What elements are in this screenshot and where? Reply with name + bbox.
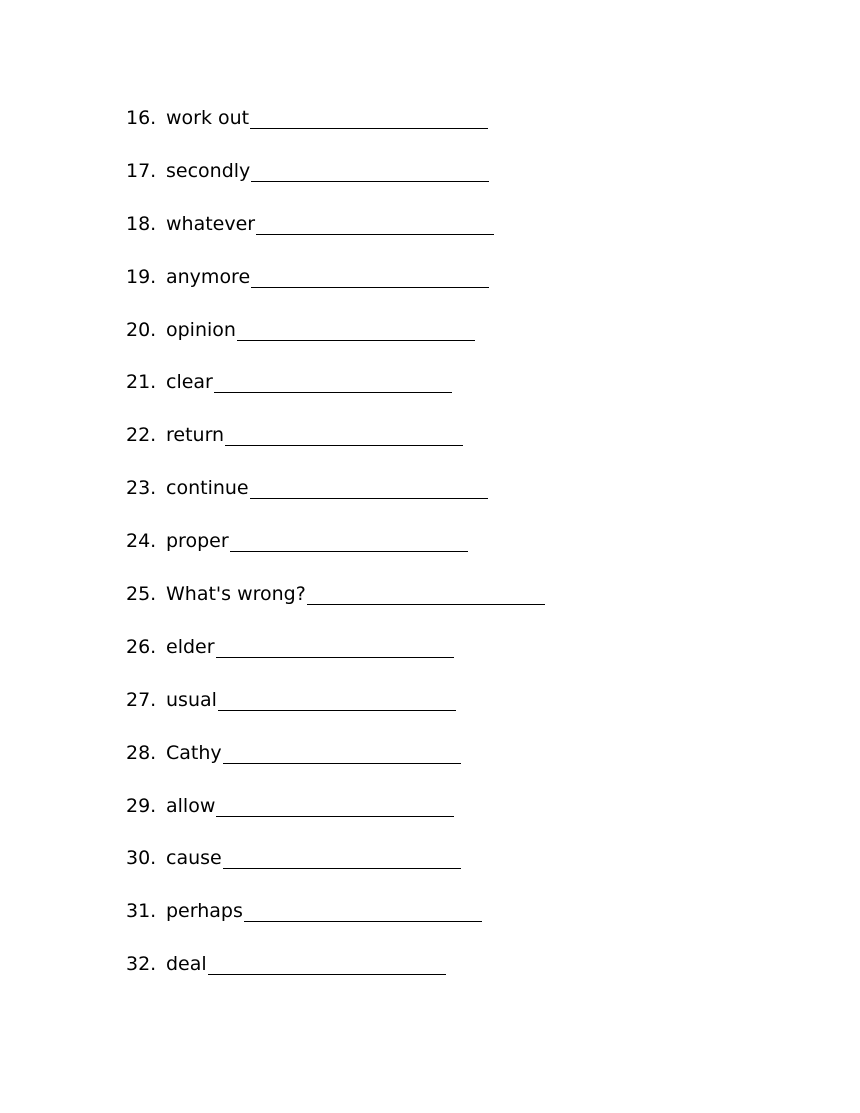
item-term: elder [166,635,215,658]
list-item [126,102,545,155]
answer-blank[interactable] [244,895,482,922]
answer-blank[interactable] [251,261,489,288]
answer-blank[interactable] [214,366,452,393]
item-term: opinion [166,318,236,341]
item-term: whatever [166,212,256,235]
item-term: Cathy [166,741,222,764]
answer-blank[interactable] [230,525,468,552]
list-item [126,261,545,314]
answer-blank[interactable] [223,842,461,869]
item-term: continue [166,477,249,500]
item-term: deal [166,953,207,976]
item-term: usual [166,688,217,711]
item-number: 28. [126,741,157,764]
answer-blank[interactable] [218,684,456,711]
answer-blank[interactable] [256,208,494,235]
item-term: allow [166,794,216,817]
item-term: work out [166,107,250,129]
item-term: perhaps [166,900,243,923]
item-term: cause [166,847,222,870]
answer-blank[interactable] [237,314,475,341]
answer-blank[interactable] [216,631,454,658]
item-number: 32. [126,953,157,976]
item-number: 23. [126,477,157,500]
vocabulary-list [126,102,545,1001]
item-number: 16. [126,107,157,129]
list-item [126,631,545,684]
answer-blank[interactable] [225,419,463,446]
item-term: secondly [166,159,251,182]
list-item [126,790,545,843]
item-number: 31. [126,900,157,923]
list-item [126,314,545,367]
item-term: proper [166,530,229,553]
item-term: return [166,424,225,447]
list-item [126,895,545,948]
item-number: 27. [126,688,157,711]
list-item [126,472,545,525]
list-item [126,684,545,737]
item-term: anymore [166,265,251,288]
item-term: clear [166,371,213,394]
item-number: 30. [126,847,157,870]
list-item [126,737,545,790]
item-number: 29. [126,794,157,817]
list-item [126,578,545,631]
list-item [126,208,545,261]
answer-blank[interactable] [307,578,545,605]
answer-blank[interactable] [223,737,461,764]
list-item [126,525,545,578]
item-number: 24. [126,530,157,553]
item-number: 19. [126,265,157,288]
item-number: 21. [126,371,157,394]
item-number: 22. [126,424,157,447]
answer-blank[interactable] [216,790,454,817]
list-item [126,948,545,1001]
item-term: What's wrong? [166,583,306,606]
answer-blank[interactable] [250,102,488,129]
list-item [126,842,545,895]
list-item [126,155,545,208]
item-number: 17. [126,159,157,182]
answer-blank[interactable] [208,948,446,975]
list-item [126,419,545,472]
item-number: 25. [126,583,157,606]
item-number: 18. [126,212,157,235]
answer-blank[interactable] [251,155,489,182]
item-number: 26. [126,635,157,658]
item-number: 20. [126,318,157,341]
list-item [126,366,545,419]
answer-blank[interactable] [250,472,488,499]
